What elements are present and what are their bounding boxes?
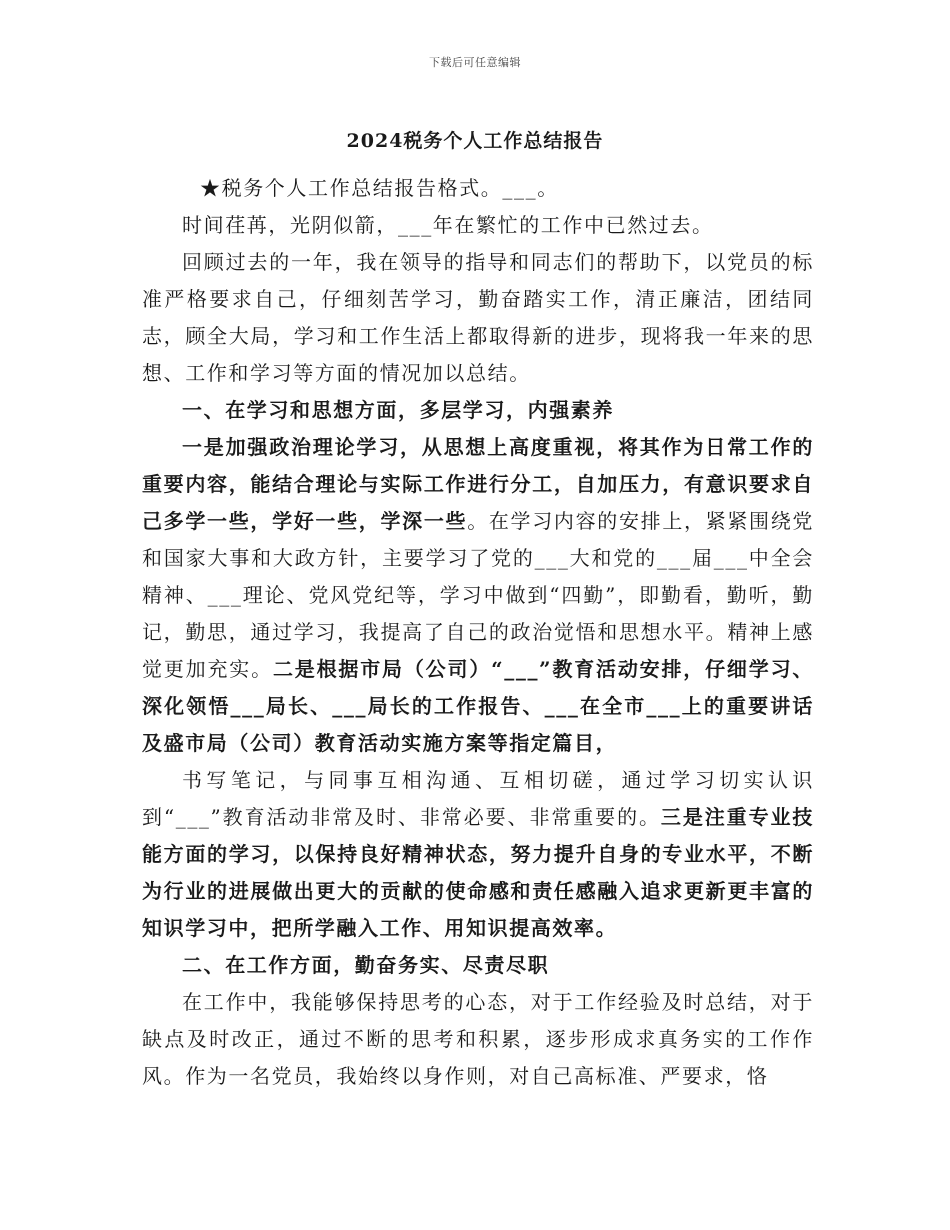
lead-line: ★税务个人工作总结报告格式。___。 <box>200 176 559 200</box>
study-point-one: 一是加强政治理论学习，从思想上高度重视，将其作为日常工作的重要内容，能结合理论与实际工作进行分工，自加压力，有意识要求自己多学一些，学好一些，学深一些 <box>142 435 814 533</box>
page-header-note: 下载后可任意编辑 <box>429 56 521 69</box>
paragraph-review: 回顾过去的一年，我在领导的指导和同志们的帮助下，以党员的标准严格要求自己，仔细刻苦学习，勤奋踏实工作，清正廉洁，团结同志，顾全大局，学习和工作生活上都取得新的进步，现将我一年来的思想、工作和学习等方面的情况加以总结。 <box>142 250 814 385</box>
study-point-one-detail: 。在学习内容的安排上，紧紧围绕党和国家大事和大政方针，主要学习了党的___大和党的___届___中全会精神、___理论、党风党纪等，学习中做到“四勤”，即勤看，勤听，勤记，勤思，通过学习，我提高了自己的政治觉悟和思想水平。精神上感觉更加充实。 <box>142 509 814 681</box>
paragraph-study <box>142 429 814 762</box>
section-heading-work: 二、在工作方面，勤奋务实、尽责尽职 <box>182 953 550 977</box>
section-heading-study: 一、在学习和思想方面，多层学习，内强素养 <box>182 398 614 422</box>
notes-detail: 书写笔记，与同事互相沟通、互相切磋，通过学习切实认识到“___”教育活动非常及时、非常必要、非常重要的。 <box>142 768 814 829</box>
study-point-three: 三是注重专业技能方面的学习，以保持良好精神状态，努力提升自身的专业水平，不断为行业的进展做出更大的贡献的使命感和责任感融入追求更新更丰富的知识学习中，把所学融入工作、用知识提高效率。 <box>142 805 814 940</box>
paragraph-notes <box>142 762 814 947</box>
paragraph-intro: 时间荏苒，光阴似箭，___年在繁忙的工作中已然过去。 <box>182 213 714 237</box>
study-point-two: 二是根据市局（公司）“___”教育活动安排，仔细学习、深化领悟___局长、___局长的工作报告、___在全市___上的重要讲话及盛市局（公司）教育活动实施方案等指定篇目， <box>142 657 814 755</box>
document-title: 2024税务个人工作总结报告 <box>346 130 604 152</box>
document-body <box>142 170 814 1095</box>
paragraph-work: 在工作中，我能够保持思考的心态，对于工作经验及时总结，对于缺点及时改正，通过不断的思考和积累，逐步形成求真务实的工作作风。作为一名党员，我始终以身作则，对自己高标准、严要求，恪 <box>142 990 814 1088</box>
